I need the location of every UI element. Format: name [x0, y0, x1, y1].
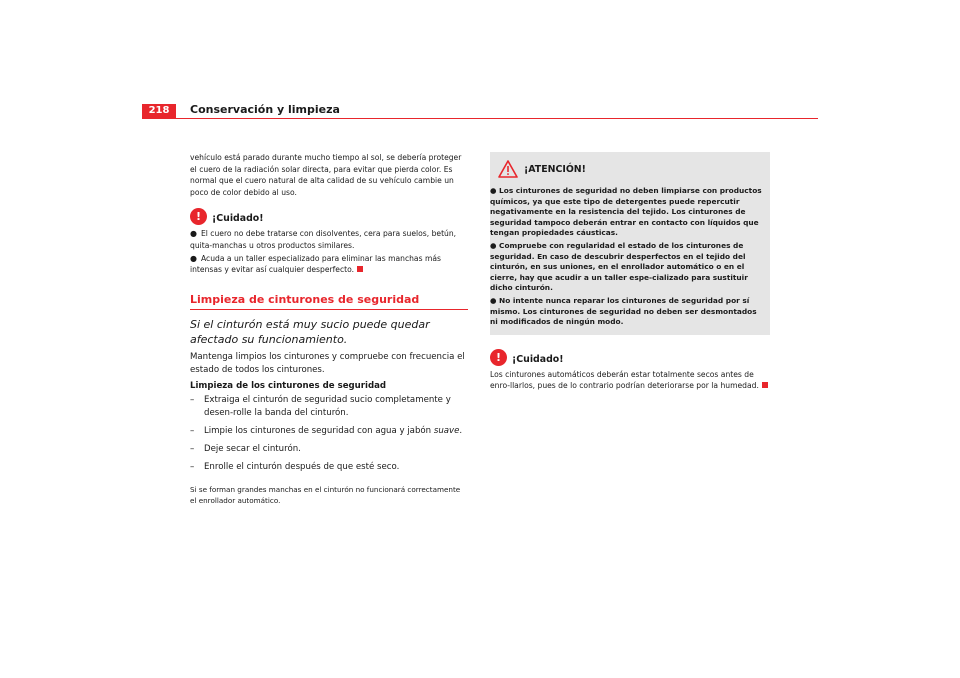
caution-title: ¡Cuidado!: [512, 353, 564, 365]
end-mark-icon: [357, 266, 363, 272]
end-mark-icon: [762, 382, 768, 388]
footnote: Si se forman grandes manchas en el cinturón no funcionará correctamente el enrollador automático.: [190, 484, 461, 505]
step-item: [190, 461, 468, 474]
warning-item-text: Los cinturones de seguridad no deben limpiarse con productos químicos, ya que este tipo de detergentes puede repercutir negativamente en la resistencia del tejido. Los cinturones de seguridad tampoco deberán entrar en contacto con líquidos que tengan propiedades cáusticas.: [490, 186, 762, 238]
section-subtitle: Si el cinturón está muy sucio puede quedar afectado su funcionamiento.: [190, 317, 430, 346]
left-column: [190, 152, 468, 513]
step-item: [190, 425, 468, 438]
warning-box: [490, 152, 770, 335]
caution-icon: !: [490, 349, 507, 366]
dash-icon: –: [190, 461, 195, 472]
caution-heading: [190, 208, 468, 225]
caution-heading: [490, 349, 768, 366]
warning-triangle-icon: [498, 160, 518, 178]
caution-item-text: Acuda a un taller especializado para eliminar las manchas más intensas y evitar así cualquier desperfecto.: [190, 253, 441, 275]
caution-icon: !: [190, 208, 207, 225]
dash-icon: –: [190, 394, 195, 405]
warning-title: ¡ATENCIÓN!: [524, 163, 586, 175]
bullet-icon: ●: [190, 229, 197, 239]
warning-item-text: No intente nunca reparar los cinturones de seguridad por sí mismo. Los cinturones de seguridad no deben ser desmontados ni modificados de ningún modo.: [490, 295, 757, 327]
section-title: Limpieza de cinturones de seguridad: [190, 293, 468, 310]
step-text: Deje secar el cinturón.: [204, 443, 301, 454]
step-item: [190, 394, 468, 420]
page-number: 218: [142, 104, 176, 118]
intro-paragraph: vehículo está parado durante mucho tiempo al sol, se debería proteger el cuero de la radiación solar directa, para evitar que pierda color. Es normal que el cuero natural de alta calidad de su vehículo cambie un poco de color debido al uso.: [190, 153, 462, 197]
right-column: [490, 152, 768, 392]
caution-title: ¡Cuidado!: [212, 213, 264, 225]
caution-item: [190, 253, 468, 276]
warning-item-text: Compruebe con regularidad el estado de los cinturones de seguridad. En caso de descubrir desperfectos en el tejido del cinturón, en sus uniones, en el enrollador automático o en el cierre, hay que acudir a un taller espe-cializado para sustituir dicho cinturón.: [490, 240, 748, 293]
page-header-title: Conservación y limpieza: [190, 103, 340, 116]
bullet-icon: ●: [490, 240, 497, 250]
caution-item: [190, 228, 468, 251]
bullet-icon: ●: [190, 253, 197, 263]
dash-icon: –: [190, 443, 195, 454]
header-rule: [142, 118, 818, 119]
bullet-icon: ●: [490, 295, 497, 305]
warning-heading: [498, 160, 764, 178]
caution-paragraph: [490, 369, 768, 392]
caution-item-text: El cuero no debe tratarse con disolventes, cera para suelos, betún, quita-manchas u otros productos similares.: [190, 229, 457, 250]
warning-item: [490, 186, 764, 239]
step-end: .: [459, 425, 463, 436]
step-text-wrap: [204, 425, 462, 438]
section-body: Mantenga limpios los cinturones y compruebe con frecuencia el estado de todos los cinturones.: [190, 351, 465, 375]
warning-item: [490, 241, 764, 294]
step-emphasis: suave: [433, 425, 460, 436]
caution-text: Los cinturones automáticos deberán estar totalmente secos antes de enro-llarlos, pues de lo contrario podrían deteriorarse por la humedad.: [490, 369, 759, 391]
step-text: Limpie los cinturones de seguridad con agua y jabón: [204, 425, 432, 436]
step-text: Enrolle el cinturón después de que esté seco.: [204, 461, 400, 472]
step-text: Extraiga el cinturón de seguridad sucio completamente y desen-rolle la banda del cinturón.: [204, 394, 451, 418]
bullet-icon: ●: [490, 186, 497, 195]
warning-item: [490, 296, 764, 328]
step-item: [190, 443, 468, 456]
steps-heading: Limpieza de los cinturones de seguridad: [190, 380, 387, 391]
dash-icon: –: [190, 425, 195, 436]
